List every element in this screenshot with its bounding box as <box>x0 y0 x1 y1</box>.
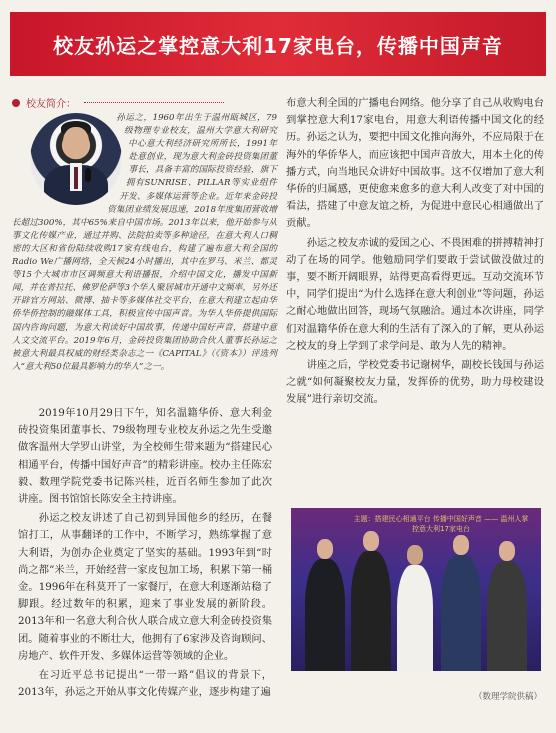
paragraph: 2019年10月29日下午，知名温籍华侨、意大利金砖投资集团董事长、79级物理专业校友孙运之先生受邀做客温州大学罗山讲堂，为全校师生带来题为“搭建民心相通平台，传播中国好声音”的精彩讲座。校办主任陈宏毅、数理学院党委书记陈兴桂，近百名师生参加了此次讲座。图书馆馆长陈安全主持讲座。 <box>18 407 272 506</box>
article-right-column <box>286 95 544 495</box>
title-banner <box>10 12 546 76</box>
alumnus-intro-text <box>12 112 277 402</box>
paragraph: 讲座之后，学校党委书记谢树华，副校长钱国与孙运之就“如何凝聚校友力量，发挥侨的优势，助力母校建设发展”进行亲切交流。 <box>286 359 544 406</box>
intro-body: 孙运之，1960年出生于温州瓯城区，79级物理专业校友，温州大学意大利研究中心意大利经济研究所所长，1991年赴意创业，现为意大利金砖投资集团董事长，具备丰富的国际投资经验，旗下拥有SUNRISE、PILLAR等实业组件开发、多媒体运营等企业。近年来金砖投资集团业绩发展迅速，2018年度集团营收增长超过300%，其中65%来自中国市场。2013年以来，他开始参与从事文化传媒产业，通过并购、法院拍卖等多种途径，在意大利人口稠密的大区和省份陆续收购17家有线电台，构建了遍布意大利全国的Radio We广播网络，全天候24小时播出，其中在罗马、米兰、都灵等15个大城市市区调频意大利语播报，介绍中国文化，播发中国新闻，并在普拉托、佛罗伦萨等3个华人聚居城市开通中文频率，另外还开辟官方网站、微博、抽卡等多媒体社交平台，在意大利建立起由华侨华侨控制的融媒体工具，积极宣传中国声音。为华人华侨提供国际国内咨询问题，为意大利读好中国故事，传递中国好声音，搭建中意人文交流平台。2019年6月，金砖投资集团协助合伙人董事长孙运之被意大利最具权威的财经类杂志之一《CAPITAL》（《资本》）评选列入“意大利50位最具影响力的华人”之一。 <box>12 113 277 372</box>
page-title: 校友孙运之掌控意大利17家电台，传播中国声音 <box>53 33 503 58</box>
bullet-dot-icon <box>12 99 20 107</box>
dotted-divider <box>84 102 224 103</box>
paragraph: 孙运之校友赤诚的爱国之心、不畏困难的拼搏精神打动了在场的同学。他勉励同学们要敢于尝试做没做过的事，要不断开阔眼界，站得更高看得更远。互动交流环节中，同学们提出“为什么选择在意大利创业”等问题，孙运之耐心地做出回答，现场气氛融洽。通过本次讲座，同学们对温籍华侨在意大利的生活有了深入的了解，更从孙运之校友的身上学到了求学问是、敢为人先的精神。 <box>286 236 544 352</box>
paragraph: 布意大利全国的广播电台网络。他分享了自己从收购电台到掌控意大利17家电台，用意大利语传播中国文化的经历。孙运之认为，要把中国文化推向海外，不应局限于在海外的华侨华人，而应该把中国声音放大，用本土化的传播方式，向当地民众讲好中国故事。这不仅增加了意大利华侨的归属感，更使愈来愈多的意大利人改变了对中国的看法，搭建了中意友谊之桥，为促进中意民心相通做出了贡献。 <box>286 97 544 230</box>
paragraph: 孙运之校友讲述了自己初到异国他乡的经历，在餐馆打工，从事翻译的工作中，不断学习，熟练掌握了意大利语，为创办企业奠定了坚实的基础。1993年到“时尚之都”米兰，开始经营一家皮包加工场，积累下第一桶金。1996年在科莫开了一家餐厅，在意大利逐渐站稳了脚跟。经过数年的积累，迎来了事业发展的新阶段。2013年和一名意大利合伙人联合成立意大利金砖投资集团。随着事业的不断壮大，他拥有了6家涉及咨询顾问、房地产、软件开发、多媒体运营等领域的企业。 <box>18 512 272 662</box>
article-left-column <box>18 405 272 723</box>
event-group-photo <box>291 508 541 671</box>
intro-heading <box>12 95 224 110</box>
intro-heading-label: 校友简介： <box>26 99 76 110</box>
photo-caption: （数理学院供稿） <box>473 692 542 702</box>
backdrop-text: 主题：搭建民心相通平台 传播中国好声音 —— 温州人掌控意大利17家电台 <box>353 515 529 533</box>
paragraph: 在习近平总书记提出“一带一路”倡议的背景下，2013年，孙运之开始从事文化传媒产业，逐步构建了遍 <box>18 669 272 699</box>
